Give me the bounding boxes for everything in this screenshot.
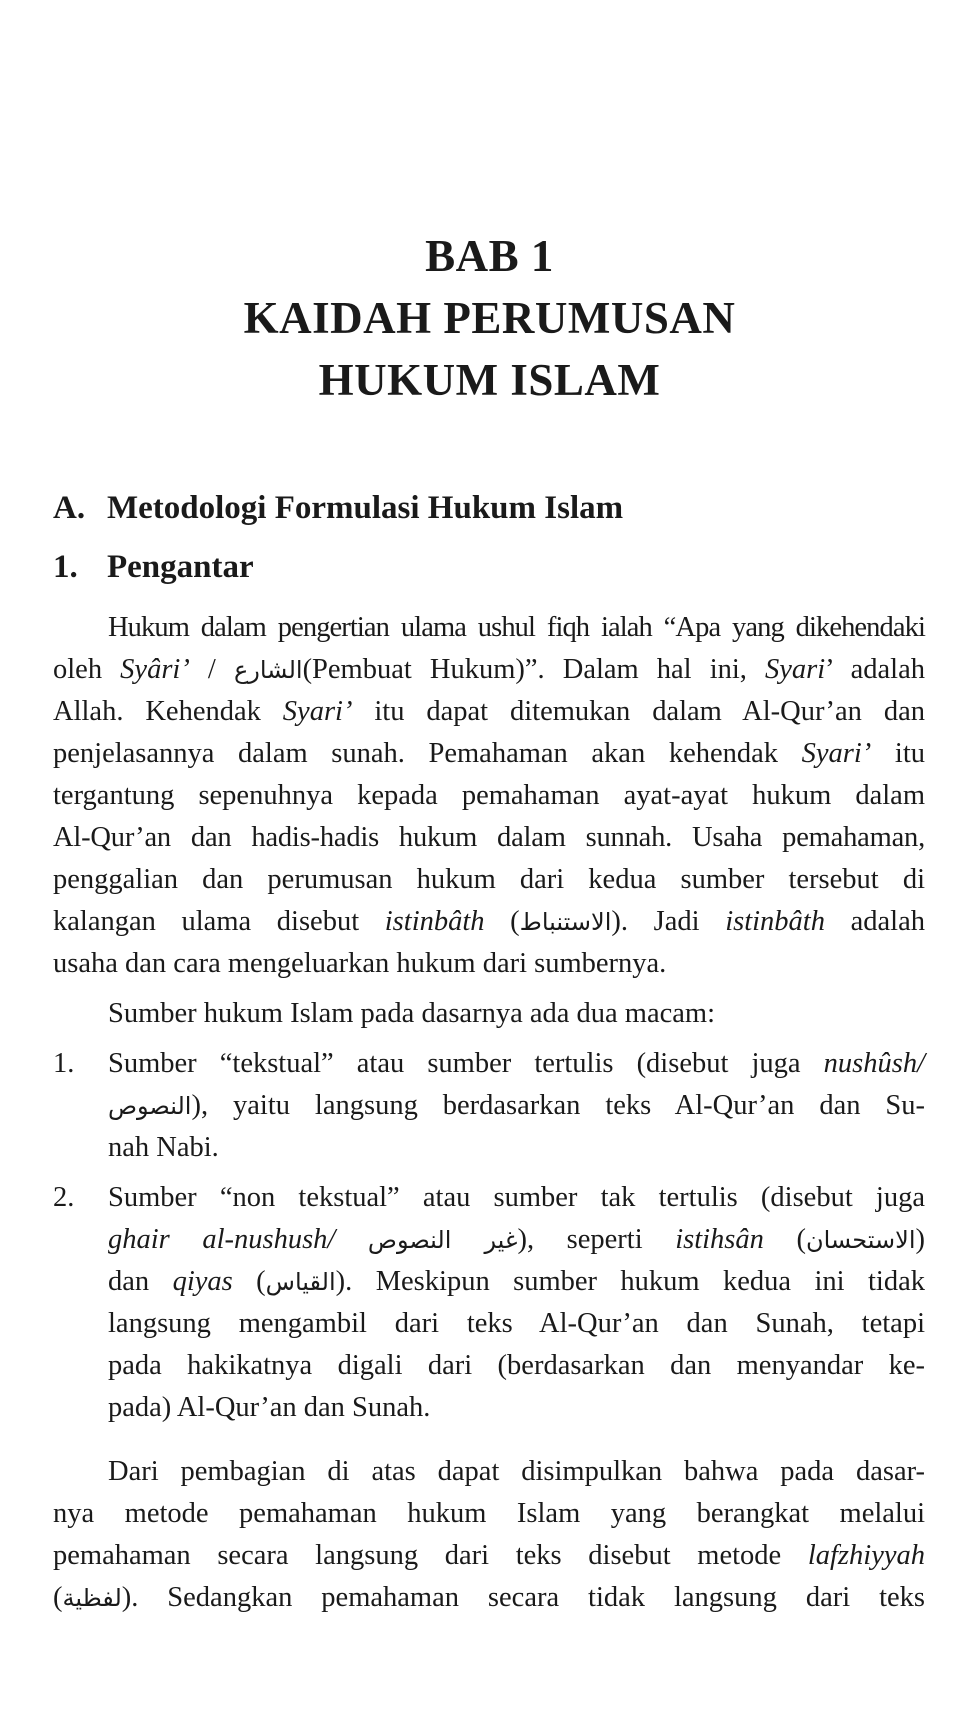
list-marker: 2.: [53, 1182, 75, 1213]
paragraph-line: Hukum dalam pengertian ulama ushul fiqh ialah “Apa yang dikehendaki: [108, 612, 925, 643]
paragraph-line: oleh Syâri’ / الشارع(Pembuat Hukum)”. Dalam hal ini, Syari’ adalah: [53, 654, 926, 685]
list-item-line: Sumber “tekstual” atau sumber tertulis (disebut juga nushûsh/: [108, 1048, 925, 1079]
term: istinbâth: [384, 906, 485, 937]
term: Syari’: [282, 696, 353, 727]
subsection-marker: 1.: [53, 549, 78, 585]
list-item-line: langsung mengambil dari teks Al-Qur’an dan Sunah, tetapi: [108, 1308, 925, 1339]
list-item-line: dan qiyas (القياس). Meskipun sumber hukum kedua ini tidak: [108, 1266, 925, 1297]
paragraph-line: Al-Qur’an dan hadis-hadis hukum dalam sunnah. Usaha pemahaman,: [53, 822, 925, 853]
list-item-line: ghair al-nushush/ غير النصوص), seperti istihsân (الاستحسان): [108, 1224, 925, 1255]
list-marker: 1.: [53, 1048, 75, 1079]
paragraph-line: Dari pembagian di atas dapat disimpulkan bahwa pada dasar-: [108, 1456, 925, 1487]
list-item-line: النصوص), yaitu langsung berdasarkan teks Al-Qur’an dan Su-: [108, 1090, 925, 1121]
term: istinbâth: [725, 906, 825, 937]
term: Syâri’: [120, 654, 190, 685]
chapter-title: [0, 225, 979, 411]
section-marker: A.: [53, 490, 86, 526]
arabic-term: الاستحسان: [805, 1226, 916, 1254]
term: nushûsh/: [823, 1048, 925, 1079]
chapter-title-line-1: KAIDAH PERUMUSAN: [243, 293, 736, 343]
term: Syari’: [801, 738, 872, 769]
paragraph-line: penggalian dan perumusan hukum dari kedua sumber tersebut di: [53, 864, 925, 895]
paragraph-line: nya metode pemahaman hukum Islam yang berangkat melalui: [53, 1498, 925, 1529]
arabic-term: الاستنباط: [519, 908, 612, 936]
paragraph-line: kalangan ulama disebut istinbâth (الاستنباط). Jadi istinbâth adalah: [53, 906, 925, 937]
term: Syari: [765, 654, 826, 685]
subsection-title: Pengantar: [107, 549, 254, 585]
term: istihsân: [675, 1224, 764, 1255]
paragraph-line: pemahaman secara langsung dari teks disebut metode lafzhiyyah: [53, 1540, 925, 1571]
section-title: Metodologi Formulasi Hukum Islam: [107, 490, 624, 526]
list-item-line: pada) Al-Qur’an dan Sunah.: [108, 1392, 431, 1423]
arabic-term: النصوص: [108, 1092, 192, 1120]
chapter-title-line-2: HUKUM ISLAM: [318, 355, 661, 405]
term: ghair al-nushush/: [108, 1224, 336, 1255]
chapter-label: BAB 1: [425, 231, 554, 281]
list-item-line: pada hakikatnya digali dari (berdasarkan dan menyandar ke-: [108, 1350, 925, 1381]
paragraph-line: tergantung sepenuhnya kepada pemahaman ayat-ayat hukum dalam: [53, 780, 925, 811]
paragraph-line: (لفظية). Sedangkan pemahaman secara tidak langsung dari teks: [53, 1582, 925, 1613]
list-item-line: Sumber “non tekstual” atau sumber tak tertulis (disebut juga: [108, 1182, 925, 1213]
term: qiyas: [172, 1266, 233, 1297]
arabic-term: غير النصوص: [367, 1226, 518, 1254]
paragraph-line: penjelasannya dalam sunah. Pemahaman akan kehendak Syari’ itu: [53, 738, 925, 769]
list-item-line: nah Nabi.: [108, 1132, 219, 1163]
term: lafzhiyyah: [807, 1540, 925, 1571]
paragraph-line: Sumber hukum Islam pada dasarnya ada dua macam:: [108, 998, 716, 1029]
arabic-term: القياس: [265, 1268, 336, 1296]
arabic-term: الشارع: [233, 656, 303, 684]
paragraph-line: Allah. Kehendak Syari’ itu dapat ditemukan dalam Al-Qur’an dan: [53, 696, 925, 727]
arabic-term: لفظية: [62, 1584, 122, 1612]
paragraph-line: usaha dan cara mengeluarkan hukum dari sumbernya.: [53, 948, 667, 979]
